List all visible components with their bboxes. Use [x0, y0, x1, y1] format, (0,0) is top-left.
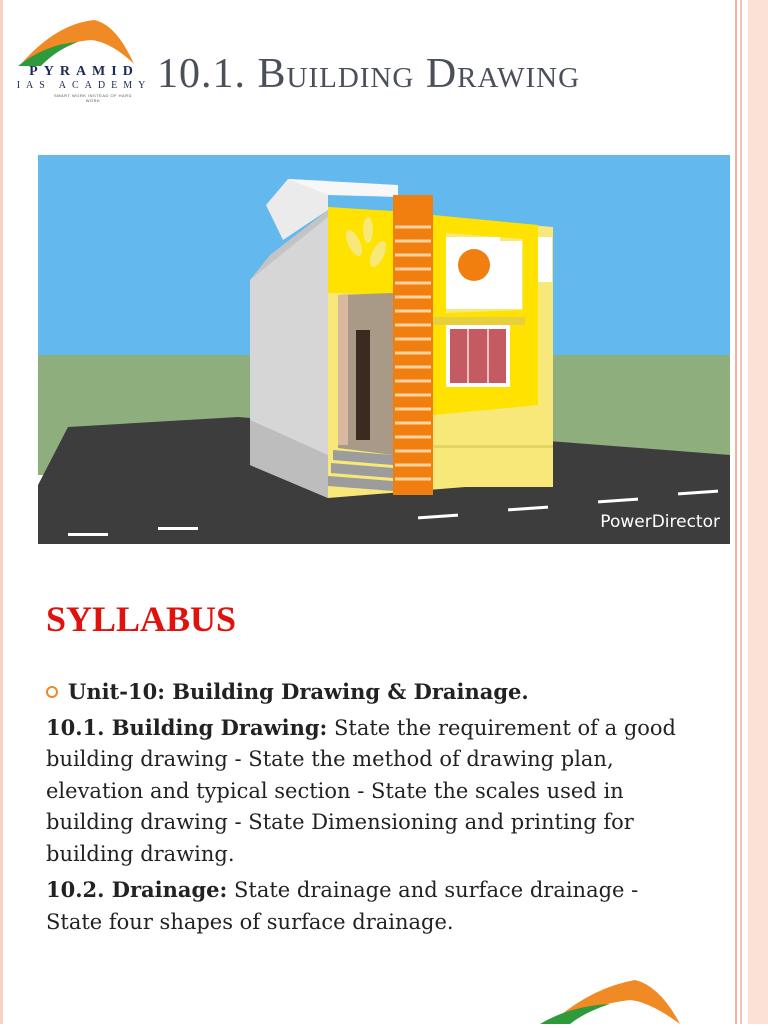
paragraph-label: 10.1. Building Drawing:	[46, 714, 328, 740]
logo-sub-text: IAS ACADEMY	[16, 80, 152, 91]
bullet-circle-icon	[46, 686, 58, 698]
left-edge-stripe	[0, 0, 3, 1024]
unit-line: Unit-10: Building Drawing & Drainage.	[68, 679, 529, 704]
paragraph-label: 10.2. Drainage:	[46, 877, 228, 902]
logo-brand-text: PYRAMID	[29, 64, 139, 79]
syllabus-heading: SYLLABUS	[46, 599, 237, 639]
video-watermark: PowerDirector	[600, 512, 720, 532]
building-illustration	[38, 155, 730, 544]
unit-bullet-item	[46, 676, 686, 708]
paragraph-text: State the requirement of a good building drawing - State the method of drawing plan, elevation and typical section - State the scales used in building drawing - State Dimensioning and printing for building drawing.	[46, 715, 676, 866]
corner-logo-fragment	[540, 980, 690, 1028]
pyramid-logo-icon	[540, 980, 690, 1024]
logo-tagline: SMART WORK INSTEAD OF HARD WORK	[54, 93, 132, 103]
paragraph-drainage	[46, 874, 686, 938]
academy-logo	[8, 20, 152, 103]
paragraph-text: State drainage and surface drainage - State four shapes of surface drainage.	[46, 878, 639, 934]
page-title: 10.1. Building Drawing	[157, 51, 581, 97]
syllabus-body	[46, 676, 686, 938]
right-edge-stripe	[735, 0, 737, 1024]
right-edge-band	[748, 0, 768, 1024]
building-render-image	[38, 155, 730, 544]
pyramid-logo-icon	[16, 20, 146, 68]
right-edge-stripe	[740, 0, 742, 1024]
paragraph-building-drawing	[46, 712, 686, 871]
